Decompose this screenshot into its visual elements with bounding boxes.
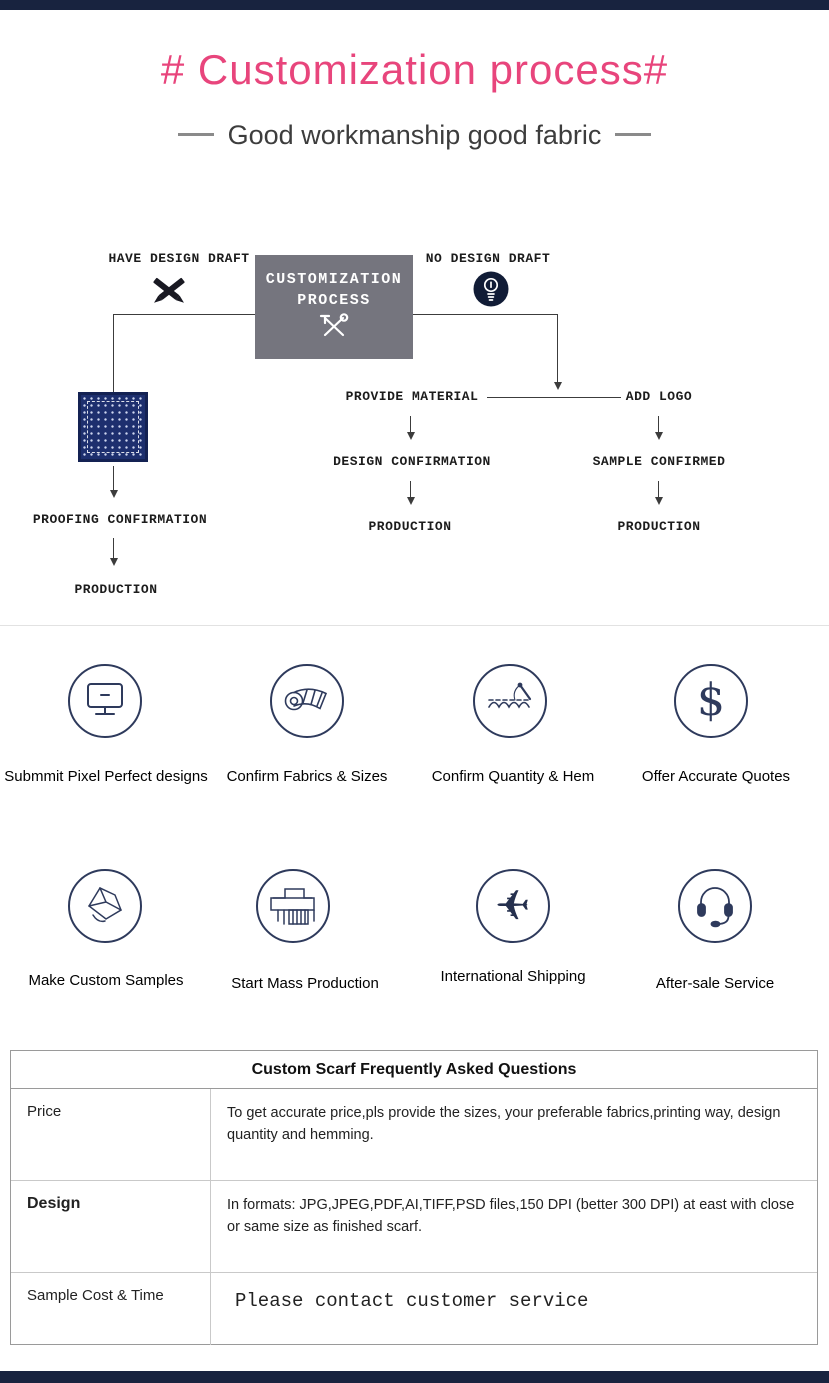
connector-arrow: [658, 416, 659, 436]
bandana-sample-image: [78, 392, 148, 462]
feature-circle-samples: [68, 869, 142, 943]
connector-arrow: [410, 481, 411, 501]
connector-arrow: [658, 481, 659, 501]
flow-step-production-mid: PRODUCTION: [368, 519, 452, 534]
subtitle-dash-left: [178, 133, 214, 136]
hand-fabric-icon: [79, 879, 131, 934]
feature-label: Submmit Pixel Perfect designs: [4, 768, 208, 785]
connector-line: [113, 314, 255, 315]
connector-line: [413, 314, 558, 315]
feature-label: After-sale Service: [655, 975, 775, 992]
fabric-roll-icon: [280, 676, 334, 727]
flow-box-line2: PROCESS: [297, 291, 371, 309]
feature-label: International Shipping: [440, 968, 586, 985]
monitor-icon: [79, 673, 131, 730]
printing-machine-icon: [265, 879, 321, 934]
feature-circle-designs: [68, 664, 142, 738]
pencil-cross-icon: [146, 272, 192, 315]
faq-question-price: Price: [11, 1089, 211, 1180]
table-row: [11, 1181, 817, 1273]
faq-answer-design: In formats: JPG,JPEG,PDF,AI,TIFF,PSD files,150 DPI (better 300 DPI) at east with close or same size as finished scarf.: [227, 1197, 795, 1236]
sewing-hem-icon: [483, 676, 537, 727]
connector-line: [487, 397, 621, 398]
subtitle-dash-right: [615, 133, 651, 136]
faq-table: [10, 1050, 818, 1345]
faq-answer-sample: Please contact customer service: [235, 1290, 589, 1312]
feature-circle-production: [256, 869, 330, 943]
headset-icon: [690, 879, 740, 934]
flow-step-provide-material: PROVIDE MATERIAL: [345, 389, 479, 404]
faq-question-design: Design: [11, 1181, 211, 1272]
feature-label: Make Custom Samples: [28, 972, 184, 989]
subtitle-text: Good workmanship good fabric: [227, 120, 602, 150]
page-subtitle: [0, 120, 829, 151]
faq-table-header: Custom Scarf Frequently Asked Questions: [11, 1051, 817, 1089]
dollar-icon: $: [697, 675, 725, 726]
feature-label: Confirm Quantity & Hem: [431, 768, 595, 785]
faq-answer-price: To get accurate price,pls provide the sizes, your preferable fabrics,printing way, design quantity and hemming.: [227, 1105, 781, 1144]
flow-step-add-logo: ADD LOGO: [625, 389, 693, 404]
section-divider: [0, 625, 829, 626]
flow-box-line1: CUSTOMIZATION: [265, 270, 403, 288]
feature-circle-quotes: [674, 664, 748, 738]
page-title: # Customization process#: [160, 46, 669, 93]
connector-arrow: [113, 466, 114, 494]
faq-question-sample: Sample Cost & Time: [11, 1273, 211, 1345]
feature-circle-fabrics: [270, 664, 344, 738]
feature-label: Confirm Fabrics & Sizes: [226, 768, 388, 785]
flow-step-proofing-confirmation: PROOFING CONFIRMATION: [32, 512, 208, 527]
feature-circle-quantity: [473, 664, 547, 738]
flow-step-design-confirmation: DESIGN CONFIRMATION: [333, 454, 491, 469]
feature-circle-service: [678, 869, 752, 943]
feature-circle-shipping: [476, 869, 550, 943]
feature-label: Offer Accurate Quotes: [641, 768, 791, 785]
flow-center-box: [255, 255, 413, 359]
top-bar: [0, 0, 829, 10]
connector-arrow: [113, 538, 114, 562]
connector-line: [113, 314, 114, 392]
airplane-icon: ✈: [495, 882, 531, 929]
table-row: [11, 1273, 817, 1345]
bottom-bar: [0, 1371, 829, 1383]
flow-label-no-draft: NO DESIGN DRAFT: [425, 251, 551, 266]
flow-label-have-draft: HAVE DESIGN DRAFT: [108, 251, 250, 266]
flow-step-production-right: PRODUCTION: [617, 519, 701, 534]
table-row: [11, 1089, 817, 1181]
flow-step-sample-confirmed: SAMPLE CONFIRMED: [592, 454, 726, 469]
tools-icon: [316, 313, 352, 344]
flow-step-production-left: PRODUCTION: [74, 582, 158, 597]
lightbulb-icon: [472, 270, 510, 313]
feature-label: Start Mass Production: [231, 975, 379, 992]
connector-arrow: [410, 416, 411, 436]
connector-arrow: [557, 314, 558, 386]
